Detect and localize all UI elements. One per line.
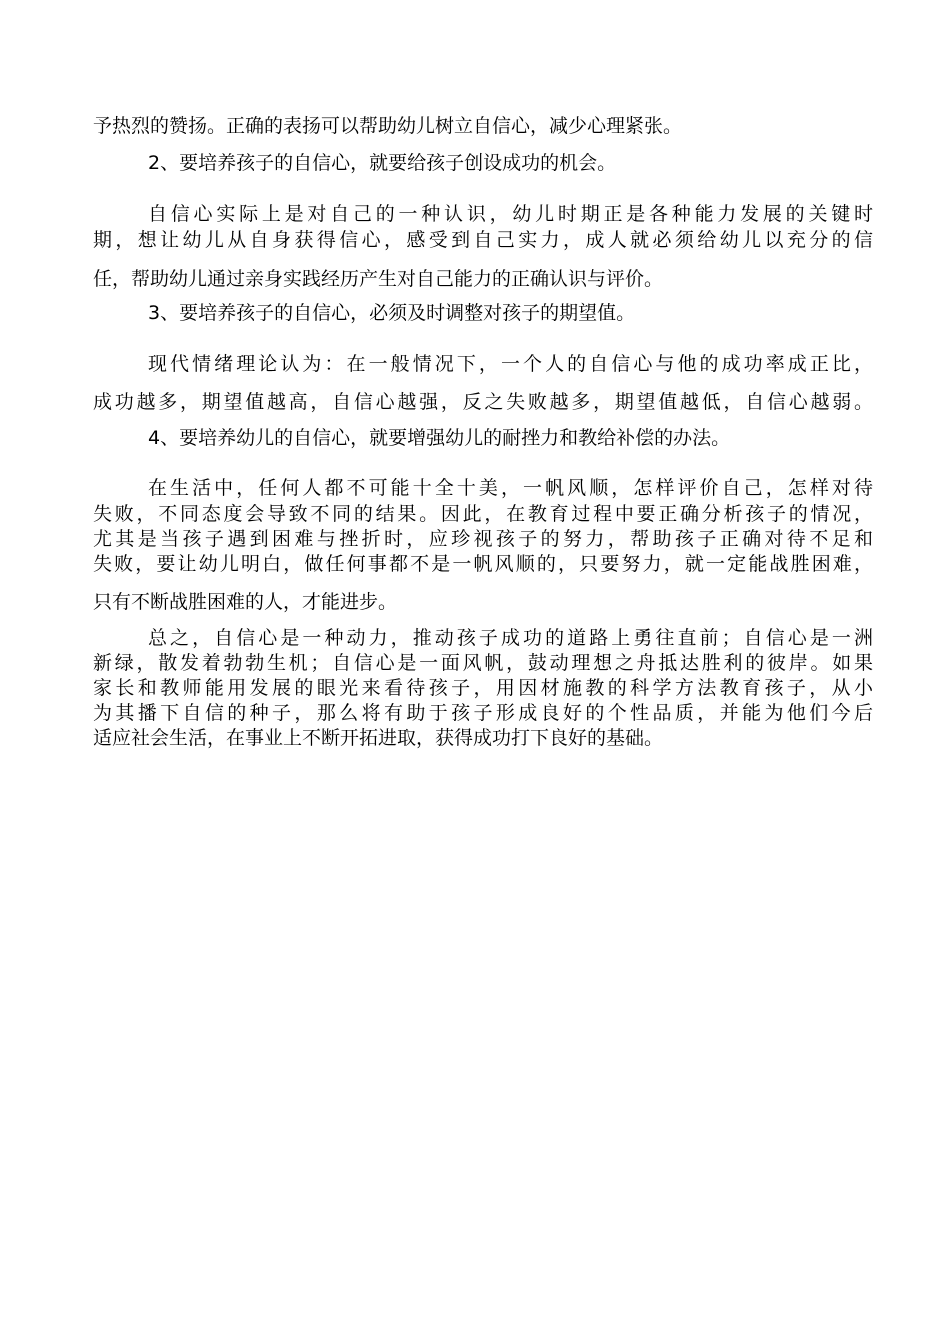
text-line: 失败，不同态度会导致不同的结果。因此，在教育过程中要正确分析孩子的情况， [93,503,873,525]
numbered-heading: 3、要培养孩子的自信心，必须及时调整对孩子的期望值。 [148,302,636,324]
numbered-heading: 4、要培养幼儿的自信心，就要增强幼儿的耐挫力和教给补偿的办法。 [148,427,731,449]
text-line: 期，想让幼儿从自身获得信心，感受到自己实力，成人就必须给幼儿以充分的信 [93,229,873,251]
text-line: 为其播下自信的种子，那么将有助于孩子形成良好的个性品质，并能为他们今后 [93,702,873,724]
text-line: 成功越多，期望值越高，自信心越强，反之失败越多，期望值越低，自信心越弱。 [93,391,873,413]
text-line: 任，帮助幼儿通过亲身实践经历产生对自己能力的正确认识与评价。 [93,268,664,290]
numbered-heading: 2、要培养孩子的自信心，就要给孩子创设成功的机会。 [148,152,617,174]
text-line: 新绿，散发着勃勃生机；自信心是一面风帆，鼓动理想之舟抵达胜利的彼岸。如果 [93,652,873,674]
text-line: 家长和教师能用发展的眼光来看待孩子，用因材施教的科学方法教育孩子，从小 [93,677,873,699]
text-line: 现代情绪理论认为：在一般情况下，一个人的自信心与他的成功率成正比， [148,353,873,375]
text-line: 只有不断战胜困难的人，才能进步。 [93,591,398,613]
text-line: 适应社会生活，在事业上不断开拓进取，获得成功打下良好的基础。 [93,727,664,749]
text-line: 自信心实际上是对自己的一种认识，幼儿时期正是各种能力发展的关键时 [148,203,873,225]
text-line: 予热烈的赞扬。正确的表扬可以帮助幼儿树立自信心，减少心理紧张。 [93,115,683,137]
text-line: 在生活中，任何人都不可能十全十美，一帆风顺，怎样评价自己，怎样对待 [148,477,873,499]
text-line: 尤其是当孩子遇到困难与挫折时，应珍视孩子的努力，帮助孩子正确对待不足和 [93,528,873,550]
text-line: 失败，要让幼儿明白，做任何事都不是一帆风顺的，只要努力，就一定能战胜困难， [93,553,873,575]
text-line: 总之，自信心是一种动力，推动孩子成功的道路上勇往直前；自信心是一洲 [148,627,873,649]
